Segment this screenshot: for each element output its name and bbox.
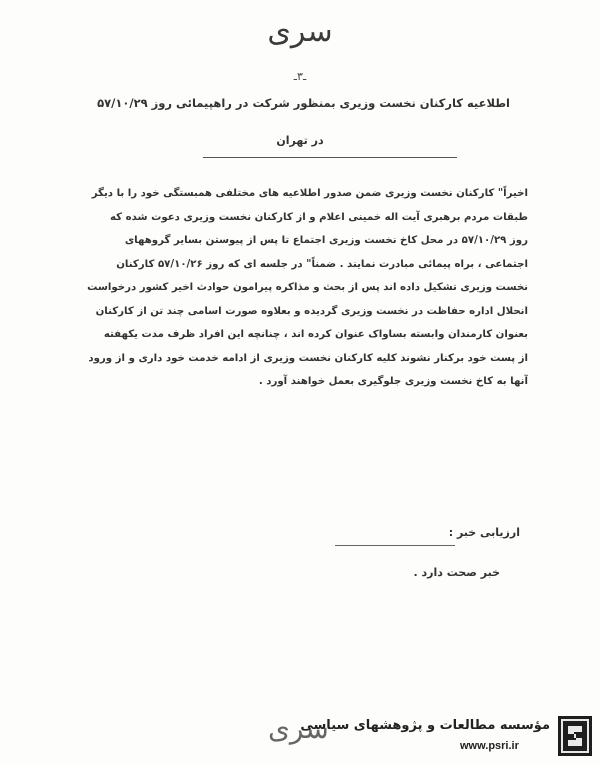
body-line: بعنوان کارمندان وابسته بساواک عنوان کرده اند ، چنانچه این افراد ظرف مدت یکهفته bbox=[103, 329, 528, 340]
watermark-url: www.psri.ir bbox=[460, 740, 519, 752]
evaluation-label: ارزیابی خبر : bbox=[448, 526, 520, 539]
body-line: آنها به کاخ نخست وزیری جلوگیری بعمل خواهند آورد . bbox=[258, 376, 528, 387]
classification-footer: سری bbox=[268, 712, 329, 745]
document-body bbox=[78, 182, 528, 394]
body-line: اجتماعی ، براه پیمائی مبادرت نمایند . ضمناً" در جلسه ای که روز ۵۷/۱۰/۲۶ کارکنان bbox=[116, 258, 528, 270]
body-line: طبقات مردم برهبری آیت اله خمینی اعلام و از کارکنان نخست وزیری دعوت شده که bbox=[109, 211, 528, 223]
body-line: روز ۵۷/۱۰/۲۹ در محل کاخ نخست وزیری اجتماع تا پس از پیوستن بسایر گروههای bbox=[124, 235, 528, 246]
evaluation-result: خبر صحت دارد . bbox=[413, 566, 500, 579]
body-line: اخیراً" کارکنان نخست وزیری ضمن صدور اطلاعیه های مختلفی همبستگی خود را با دیگر bbox=[91, 188, 528, 199]
title-divider bbox=[203, 157, 457, 158]
section-mark: ـ۳ـ bbox=[293, 70, 307, 83]
body-line: از پست خود برکنار نشوند کلیه کارکنان نخست وزیری از ادامه خدمت خود داری و از ورود bbox=[88, 352, 528, 364]
document-title: اطلاعیه کارکنان نخست وزیری بمنظور شرکت در راهپیمائی روز ۵۷/۱۰/۲۹ bbox=[97, 96, 510, 110]
classification-header: سری bbox=[267, 14, 333, 49]
watermark-text: مؤسسه مطالعات و پژوهشهای سیاسی bbox=[300, 718, 550, 733]
document-location: در تهران bbox=[276, 134, 324, 147]
evaluation-underline bbox=[335, 545, 455, 546]
body-line: انحلال اداره حفاظت در نخست وزیری گردیده و بعلاوه صورت اسامی چند تن از کارکنان bbox=[95, 305, 528, 317]
institute-logo-icon bbox=[558, 716, 592, 756]
body-line: نخست وزیری تشکیل داده اند پس از بحث و مذاکره پیرامون حوادث اخیر کشور درخواست bbox=[87, 282, 528, 293]
